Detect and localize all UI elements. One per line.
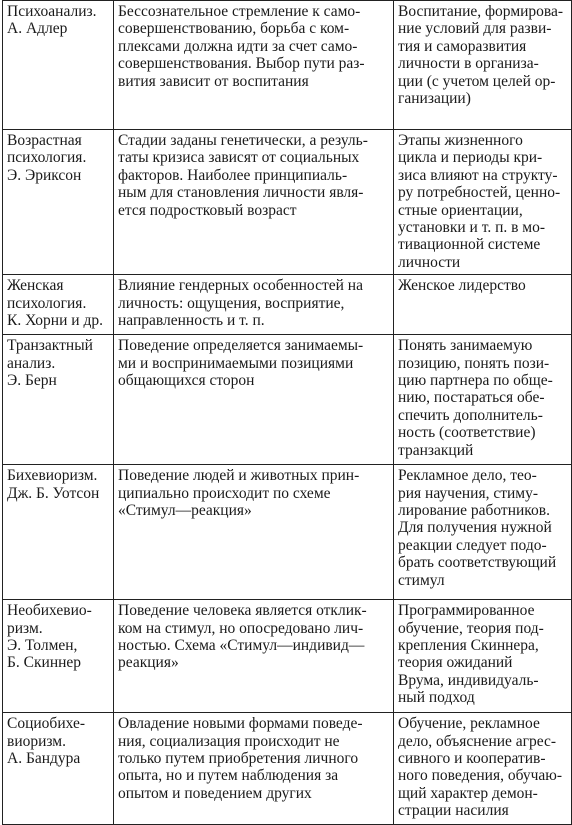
theory-cell: Транзактный анализ. Э. Берн [3, 335, 114, 465]
theory-cell: Необихевио- ризм. Э. Толмен, Б. Скиннер [3, 600, 114, 713]
table-row [3, 465, 572, 600]
table-row [3, 335, 572, 465]
table-row [3, 600, 572, 713]
theories-table [2, 0, 572, 825]
application-cell: Рекламное дело, тео- рия научения, стиму- лирование работников. Для получения нужной реакции следует подо- брать соответствующий стимул [394, 465, 572, 600]
essence-cell: Поведение человека является отклик- ком на стимул, но опосредовано лич- ностью. Схема «Стимул—индивид— реакция» [114, 600, 394, 713]
table-row [3, 275, 572, 335]
theory-cell: Психоанализ. А. Адлер [3, 1, 114, 130]
theory-cell: Возрастная психология. Э. Эриксон [3, 130, 114, 275]
essence-cell: Поведение людей и животных прин- ципиально происходит по схеме «Стимул—реакция» [114, 465, 394, 600]
application-cell: Понять занимаемую позицию, понять пози- цию партнера по обще- нию, постараться обе- спечить дополнитель- ность (соответствие) транзакций [394, 335, 572, 465]
application-cell: Этапы жизненного цикла и периоды кри- зиса влияют на структу- ру потребностей, ценно- стные ориентации, установки и т. п. в мо- тивационной системе личности [394, 130, 572, 275]
essence-cell: Стадии заданы генетически, а резуль- таты кризиса зависят от социальных факторов. Наиболее принципиаль- ным для становления личности явля- ется подростковый возраст [114, 130, 394, 275]
theory-cell: Социобихе- виоризм. А. Бандура [3, 713, 114, 825]
essence-cell: Влияние гендерных особенностей на личность: ощущения, восприятие, направленность и т. п. [114, 275, 394, 335]
table-row [3, 130, 572, 275]
essence-cell: Овладение новыми формами поведе- ния, социализация происходит не только путем приобретения личного опыта, но и путем наблюдения за опытом и поведением других [114, 713, 394, 825]
application-cell: Обучение, рекламное дело, объяснение агрес- сивного и кооператив- ного поведения, обучаю- щий характер демон- страции насилия [394, 713, 572, 825]
application-cell: Женское лидерство [394, 275, 572, 335]
theory-cell: Бихевиоризм. Дж. Б. Уотсон [3, 465, 114, 600]
essence-cell: Бессознательное стремление к само- совершенствованию, борьба с ком- плексами должна идти за счет само- совершенствования. Выбор пути раз- вития зависит от воспитания [114, 1, 394, 130]
application-cell: Программированное обучение, теория под- крепления Скиннера, теория ожиданий Врума, индивидуаль- ный подход [394, 600, 572, 713]
essence-cell: Поведение определяется занимаемы- ми и воспринимаемыми позициями общающихся сторон [114, 335, 394, 465]
table-row [3, 713, 572, 825]
table-row [3, 1, 572, 130]
theory-cell: Женская психология. К. Хорни и др. [3, 275, 114, 335]
application-cell: Воспитание, формирова- ние условий для разви- тия и саморазвития личности в организа- ции (с учетом целей ор- ганизации) [394, 1, 572, 130]
